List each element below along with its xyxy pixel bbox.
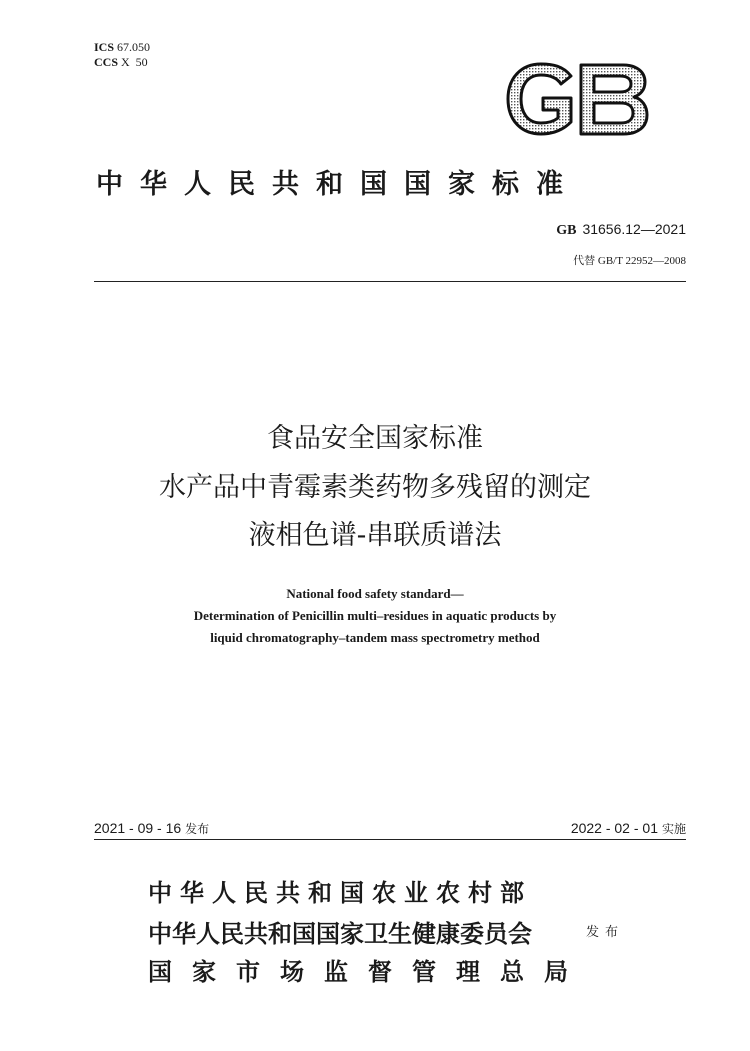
english-title-line-2: Determination of Penicillin multi–residues in aquatic products by — [193, 608, 557, 623]
chinese-title-line-1: 食品安全国家标准 — [267, 423, 483, 454]
implementation-date — [571, 820, 686, 837]
chinese-title-line-3: 液相色谱-串联质谱法 — [248, 520, 502, 551]
english-title-line-3: liquid chromatography–tandem mass spectrometry method — [210, 630, 540, 645]
logo-letter-g — [508, 64, 571, 134]
issuer-ministry-agriculture: 中华人民共和国农业农村部 — [148, 878, 532, 907]
standard-code: 31656.12—2021 — [582, 221, 686, 237]
gb-logo — [505, 62, 650, 136]
ccs-label: CCS — [94, 55, 119, 69]
issuers-publish-label: 发布 — [586, 925, 625, 940]
issue-date-label: 发布 — [185, 822, 210, 836]
implementation-date-label: 实施 — [661, 822, 686, 836]
ccs-code: X 50 — [121, 55, 148, 69]
classification-codes — [94, 40, 150, 70]
ics-line — [94, 40, 150, 55]
issue-date-value: 2021 - 09 - 16 — [94, 820, 182, 836]
implementation-date-value: 2022 - 02 - 01 — [570, 820, 658, 836]
ics-label: ICS — [94, 40, 115, 54]
ics-code: 67.050 — [117, 40, 151, 54]
standard-number — [556, 221, 686, 239]
issuer-health-commission: 中华人民共和国国家卫生健康委员会 — [148, 919, 532, 948]
chinese-title-line-2: 水产品中青霉素类药物多残留的测定 — [159, 472, 591, 503]
ccs-line — [94, 55, 150, 70]
header-divider — [94, 281, 686, 282]
issue-date — [94, 820, 209, 837]
issuer-market-regulation: 国家市场监督管理总局 — [148, 957, 588, 986]
logo-letter-b — [581, 65, 647, 134]
national-standard-title: 中华人民共和国国家标准 — [96, 169, 580, 200]
replaces-standard: 代替 GB/T 22952—2008 — [573, 255, 686, 267]
standard-prefix: GB — [556, 223, 577, 238]
date-divider — [94, 839, 686, 840]
english-title-line-1: National food safety standard— — [286, 586, 464, 601]
